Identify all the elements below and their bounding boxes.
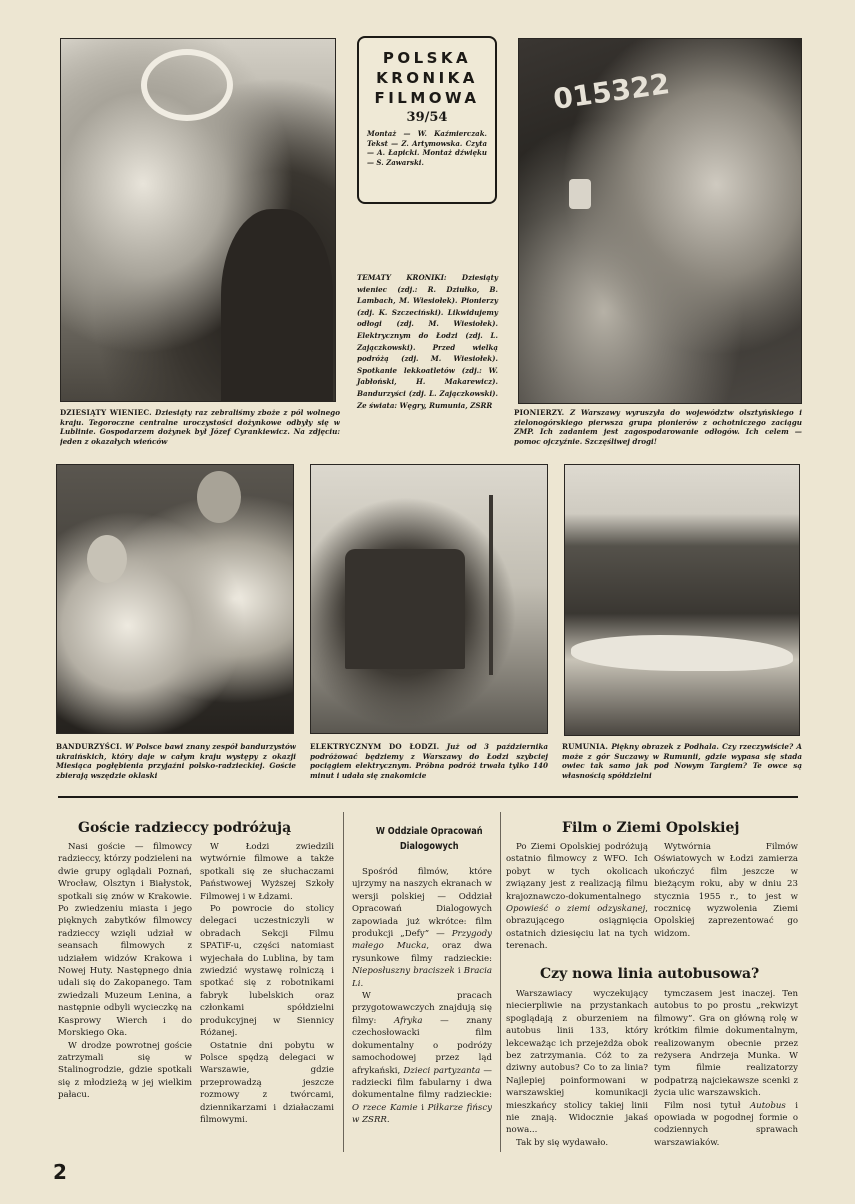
caption-head: ELEKTRYCZNYM DO ŁODZI. bbox=[310, 742, 440, 751]
caption-harvest-wreath bbox=[60, 408, 340, 448]
caption-text: Dziesiąty raz zebraliśmy zboże z pól wolnego kraju. Tegoroczne centralne uroczystości dożynkowe odbyły się w Lublinie. Gospodarzem dożynek był Józef Cyrankiewicz. Na zdjęciu: jeden z okazałych wieńców bbox=[60, 408, 340, 446]
performer-head-right bbox=[197, 471, 241, 523]
text-run: Po Ziemi Opolskiej podróżują ostatnio filmowcy z WFO. Ich pobyt w tych okolicach związany jest z realizacją filmu krajoznawczo-dokumentalnego bbox=[506, 842, 648, 902]
page-number: 2 bbox=[53, 1160, 67, 1184]
title-block bbox=[357, 36, 497, 204]
text-run: i bbox=[454, 966, 464, 977]
article-headline-autobus: Czy nowa linia autobusowa? bbox=[540, 966, 760, 982]
title-line-2: KRONIKA bbox=[376, 69, 478, 87]
paragraph bbox=[352, 990, 492, 1126]
text-run: W pracach przygotowawczych znajdują się filmy: bbox=[352, 991, 492, 1026]
film-title: Nieposłuszny braciszek bbox=[352, 966, 455, 977]
film-title: Autobus bbox=[749, 1100, 786, 1111]
caption-head: BANDURZYŚCI. bbox=[56, 742, 123, 751]
paragraph: Ostatnie dni pobytu w Polsce spędzą delegaci w Warszawie, gdzie przeprowadzą jeszcze rozmowy z twórcami, dziennikarzami i działaczami filmowymi. bbox=[200, 1040, 334, 1125]
text-run: — radziecki film fabularny i dwa dokumentalne filmy radzieckie: bbox=[352, 1065, 492, 1101]
text-run: Film nosi tytuł bbox=[664, 1100, 750, 1111]
article-goscie-col2 bbox=[200, 841, 334, 1147]
caption-text: W Polsce bawi znany zespół bandurzystów ukraińskich, który daje w całym kraju występy z okazji Miesiąca pogłębienia przyjaźni polsko-radzieckiej. Goście zbierają wszędzie oklaski bbox=[56, 742, 296, 780]
paragraph: Wytwórnia Filmów Oświatowych w Łodzi zamierza ukończyć film jeszcze w bieżącym roku, aby w dniu 23 stycznia 1955 r., to jest w rocznicę wyzwolenia Ziemi Opolskiej zaprezentować go widzom. bbox=[654, 842, 798, 939]
article-opolskiej-col2 bbox=[654, 841, 798, 957]
caption-head: PIONIERZY. bbox=[514, 408, 565, 417]
column-rule bbox=[343, 812, 344, 1152]
title-line-3: FILMOWA bbox=[374, 89, 480, 107]
paragraph: W Łodzi zwiedzili wytwórnie filmowe a także spotkali się ze słuchaczami Państwowej Wyższej Szkoły Filmowej i w Łdzami. bbox=[200, 842, 334, 902]
film-title: Piłkarze fińscy w ZSRR. bbox=[352, 1102, 492, 1126]
caption-text: Piękny obrazek z Podhala. Czy rzeczywiście? A może z gór Suczawy w Rumunii, gdzie wypasa się stada owiec tak samo jak pod Nowym Targiem? Te owce są własnością spółdzielni bbox=[562, 742, 802, 780]
article-oddziale-col bbox=[352, 866, 492, 1148]
text-run: , oraz dwa rysunkowe filmy radzieckie: bbox=[352, 941, 492, 964]
caption-text: Z Warszawy wyruszyła do województw olsztyńskiego i zielonogórskiego pierwsza grupa pionierów z ochotniczego zaciągu ZMP. Ich zadaniem jest zagospodarowanie odłogów. Ich celem — pomoc ojczyźnie. Szczęśliwej drogi! bbox=[514, 408, 802, 446]
photo-electric-train bbox=[310, 464, 548, 734]
paragraph: Nasi goście — filmowcy radzieccy, którzy podzieleni na dwie grupy oglądali Poznań, Wrocław, Olsztyn i Białystok, spotkali się znów w Krakowie. Po zwiedzeniu miasta i jego pięknych zabytków filmowcy radzieccy wzięli udział w seansach filmowych z udziałem widzów Krakowa i Nowej Huty. Następnego dnia udali się do Zakopanego. Tam zwiedzali Muzeum Lenina, a następnie odbyli wycieczkę na Kasprowy Wierch i do Morskiego Oka. bbox=[58, 842, 192, 1039]
paragraph bbox=[654, 1100, 798, 1150]
paragraph bbox=[506, 841, 648, 953]
caption-head: RUMUNIA. bbox=[562, 742, 609, 751]
catenary-pole bbox=[489, 495, 493, 675]
text-run: i bbox=[417, 1102, 428, 1113]
tematy-kroniki: TEMATY KRONIKI: Dziesiąty wieniec (zdj.: R. Dziułko, B. Lambach, M. Wiesiołek). Pionierzy (zdj. K. Szczeciński). Likwidujemy odłogi (zdj. M. Wiesiołek). Elektrycznym do Łodzi (zdj. L. Zajączkowski). Przed wielką podróżą (zdj. M. Wiesiołek). Spotkanie lekkoatletów (zdj.: W. Jabłoński, H. Makarewicz). Bandurzyści (zdj. L. Zajączkowski). Ze świata: Węgry, Rumunia, ZSRR bbox=[357, 273, 498, 410]
paragraph: Tak by się wydawało. bbox=[516, 1137, 609, 1148]
photo-sheep bbox=[564, 464, 800, 736]
wreath-shape bbox=[141, 49, 233, 121]
issue-number: 39/54 bbox=[406, 110, 448, 125]
article-goscie-col1 bbox=[58, 841, 192, 1147]
film-title: Afryka bbox=[394, 1015, 423, 1026]
section-divider bbox=[58, 796, 798, 798]
column-rule bbox=[500, 812, 501, 1152]
text-run: , obrazującego osiągnięcia ostatnich dziesięciu lat na tych terenach. bbox=[506, 904, 648, 952]
film-title: Bracia Li. bbox=[352, 966, 492, 989]
film-title: Dzieci partyzanta bbox=[403, 1065, 481, 1076]
paragraph: Po powrocie do stolicy delegaci uczestniczyli w obradach Sekcji Filmu SPATiF-u, części natomiast wyjechała do Lublina, by tam zwiedzić wystawę rolniczą i spotkać się z robotnikami fabryk lubelskich oraz członkami spółdzielni produkcyjnej w Siennicy Różanej. bbox=[200, 904, 334, 1039]
paragraph: Warszawiacy wyczekujący niecierpliwie na przystankach spoglądają z oburzeniem na autobus linii 133, który lekceważąc ich przejeżdża obok bez zatrzymania. Cóż to za dziwny autobus? Co to za linia? Najlepiej poinformowani w warszawskiej komunikacji mieszkańcy stolicy takiej linii nie znają. Widocznie jakaś nowa... bbox=[506, 989, 648, 1136]
article-autobus-col2 bbox=[654, 988, 798, 1150]
paragraph bbox=[352, 866, 492, 990]
train-number: 015322 bbox=[551, 67, 672, 116]
photo-pioneers bbox=[518, 38, 802, 404]
credits: Montaż — W. Kaźmierczak. Tekst — Z. Artymowska. Czyta — A. Łapicki. Montaż dźwięku — S. Zawarski. bbox=[367, 129, 487, 167]
performer-head-left bbox=[87, 535, 127, 583]
film-title: O rzece Kamie bbox=[352, 1102, 418, 1113]
man-silhouette bbox=[221, 209, 333, 401]
text-run: Spośród filmów, które ujrzymy na naszych ekranach w wersji polskiej — Oddział Opracowań Dialogowych zapowiada już wkrótce: film produkcji „Defy” — bbox=[352, 867, 492, 940]
article-autobus-col1 bbox=[506, 988, 648, 1150]
paragraph: tymczasem jest inaczej. Ten autobus to po prostu „rekwizyt filmowy”. Gra on główną rolę w krótkim filmie dokumentalnym, realizowanym obecnie przez reżysera Andrzeja Munka. W tym filmie realizatorzy podpatrzą najciekawsze scenki z życia ulic warszawskich. bbox=[654, 989, 798, 1099]
article-opolskiej-col1 bbox=[506, 841, 648, 957]
caption-bandurists bbox=[56, 742, 296, 782]
film-title: Opowieść o ziemi odzyskanej bbox=[506, 904, 646, 915]
text-run: — znany czechosłowacki film dokumentalny o podróży samochodowej przez ląd afrykański, bbox=[352, 1015, 492, 1076]
photo-harvest-wreath bbox=[60, 38, 336, 402]
paragraph: W drodze powrotnej goście zatrzymali się w Stalinogrodzie, gdzie spotkali się z młodzieżą w jej wielkim pałacu. bbox=[58, 1040, 192, 1101]
film-title: Przygody małego Mucka bbox=[352, 929, 492, 952]
caption-pioneers bbox=[514, 408, 802, 448]
photo-bandurists bbox=[56, 464, 294, 734]
caption-sheep bbox=[562, 742, 802, 782]
caption-text: Już od 3 października podróżować będziemy z Warszawy do Łodzi szybciej pociągiem elektrycznym. Próbna podróż trwała tylko 140 minut i udała się znakomicie bbox=[310, 742, 548, 780]
text-run: i opowiada w pogodnej formie o codziennych sprawach warszawiaków. bbox=[654, 1100, 798, 1148]
sheep-flock bbox=[571, 635, 793, 671]
article-headline-opolskiej: Film o Ziemi Opolskiej bbox=[562, 820, 740, 836]
title-line-1: POLSKA bbox=[382, 49, 472, 67]
locomotive bbox=[345, 549, 465, 669]
caption-head: DZIESIĄTY WIENIEC. bbox=[60, 408, 152, 417]
article-headline-goscie: Goście radzieccy podróżują bbox=[78, 820, 292, 836]
caption-electric-train bbox=[310, 742, 548, 782]
eagle-emblem bbox=[569, 179, 591, 209]
article-headline-oddziale: W Oddziale Opracowań Dialogowych bbox=[375, 826, 483, 852]
